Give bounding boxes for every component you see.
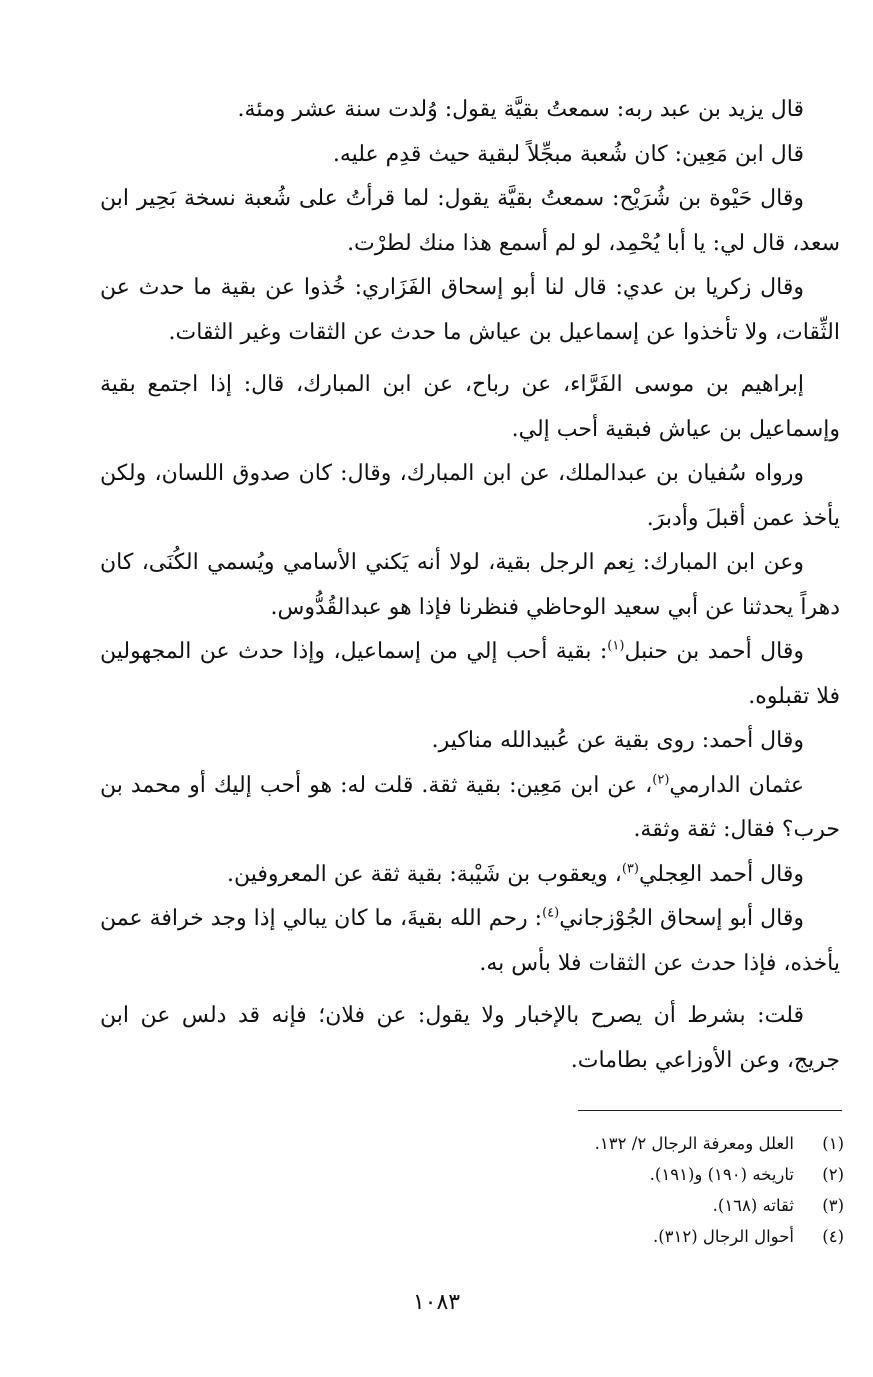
- footnote-text: العلل ومعرفة الرجال ٢/ ١٣٢.: [594, 1134, 794, 1153]
- paragraph-4: وقال زكريا بن عدي: قال لنا أبو إسحاق الفَزَاري: خُذوا عن بقية ما حدث عن الثِّقات، ولا تأخذوا عن إسماعيل بن عياش ما حدث عن الثقات وغير الثقات.: [100, 275, 840, 345]
- footnote-number: (٣): [822, 1196, 844, 1215]
- footnote-ref-2[interactable]: (٢): [652, 772, 670, 788]
- paragraph-3: وقال حَيْوة بن شُرَيْح: سمعتُ بقيَّة يقول: لما قرأتُ على شُعبة نسخة بَحِير ابن سعد، قال لي: يا أبا يُحْمِد، لو لم أسمع هذا منك لطرْت.: [100, 186, 840, 256]
- footnote-1: [420, 1128, 844, 1159]
- paragraph-2: قال ابن مَعِين: كان شُعبة مبجِّلاً لبقية حيث قدِم عليه.: [332, 141, 804, 167]
- paragraph-1: قال يزيد بن عبد ربه: سمعتُ بقيَّة يقول: وُلدت سنة عشر ومئة.: [237, 97, 804, 122]
- paragraph-8-rest: : بقية أحب إلي من إسماعيل، وإذا حدث عن المجهولين فلا تقبلوه.: [100, 639, 840, 709]
- paragraph-11: [100, 853, 840, 898]
- footnote-number: (١): [822, 1134, 844, 1153]
- footnote-text: أحوال الرجال (٣١٢).: [652, 1227, 794, 1246]
- paragraph-8-lead: وقال أحمد بن حنبل: [624, 639, 804, 664]
- footnote-text: تاريخه (١٩٠) و(١٩١).: [649, 1165, 794, 1184]
- paragraph-12-lead: وقال أبو إسحاق الجُوْزجاني: [559, 906, 804, 931]
- footnote-3: [420, 1190, 844, 1221]
- paragraph-10: [100, 764, 840, 853]
- footnote-divider: [578, 1110, 842, 1111]
- footnote-number: (٢): [822, 1165, 844, 1184]
- paragraph-6: ورواه سُفيان بن عبدالملك، عن ابن المبارك، وقال: كان صدوق اللسان، ولكن يأخذ عمن أقبلَ وأدبرَ.: [100, 461, 840, 531]
- paragraph-12-rest: : رحم الله بقيةَ، ما كان يبالي إذا وجد خرافة عمن يأخذه، فإذا حدث عن الثقات فلا بأس به.: [100, 906, 840, 976]
- paragraph-10-rest: ، عن ابن مَعِين: بقية ثقة. قلت له: هو أحب إليك أو محمد بن حرب؟ فقال: ثقة وثقة.: [100, 772, 840, 842]
- footnote-ref-4[interactable]: (٤): [542, 905, 560, 921]
- footnote-ref-3[interactable]: (٣): [621, 861, 639, 877]
- paragraph-11-rest: ، ويعقوب بن شَيْبة: بقية ثقة عن المعروفين.: [226, 861, 622, 887]
- paragraph-5: إبراهيم بن موسى الفَرَّاء، عن رباح، عن ابن المبارك، قال: إذا اجتمع بقية وإسماعيل بن عياش فبقية أحب إلي.: [100, 372, 840, 442]
- footnote-ref-1[interactable]: (١): [607, 638, 625, 654]
- paragraph-8: [100, 630, 840, 719]
- paragraph-11-lead: وقال أحمد العِجلي: [638, 861, 804, 887]
- paragraph-12: [100, 897, 840, 986]
- page-number: ١٠٨٣: [412, 1290, 461, 1315]
- paragraph-10-lead: عثمان الدارمي: [669, 772, 804, 798]
- footnote-2: [420, 1159, 844, 1190]
- main-text: [100, 88, 840, 1083]
- paragraph-13: قلت: بشرط أن يصرح بالإخبار ولا يقول: عن فلان؛ فإنه قد دلس عن ابن جريج، وعن الأوزاعي بطامات.: [100, 1003, 840, 1073]
- paragraph-7: وعن ابن المبارك: نِعم الرجل بقية، لولا أنه يَكني الأسامي ويُسمي الكُنَى، كان دهراً يحدثنا عن أبي سعيد الوحاظي فنظرنا فإذا هو عبدالقُدُّوس.: [100, 550, 840, 620]
- paragraph-9: وقال أحمد: روى بقية عن عُبيدالله مناكير.: [431, 728, 804, 753]
- footnotes: [420, 1128, 844, 1252]
- footnote-text: ثقاته (١٦٨).: [712, 1196, 794, 1215]
- footnote-number: (٤): [822, 1227, 844, 1246]
- footnote-4: [420, 1221, 844, 1252]
